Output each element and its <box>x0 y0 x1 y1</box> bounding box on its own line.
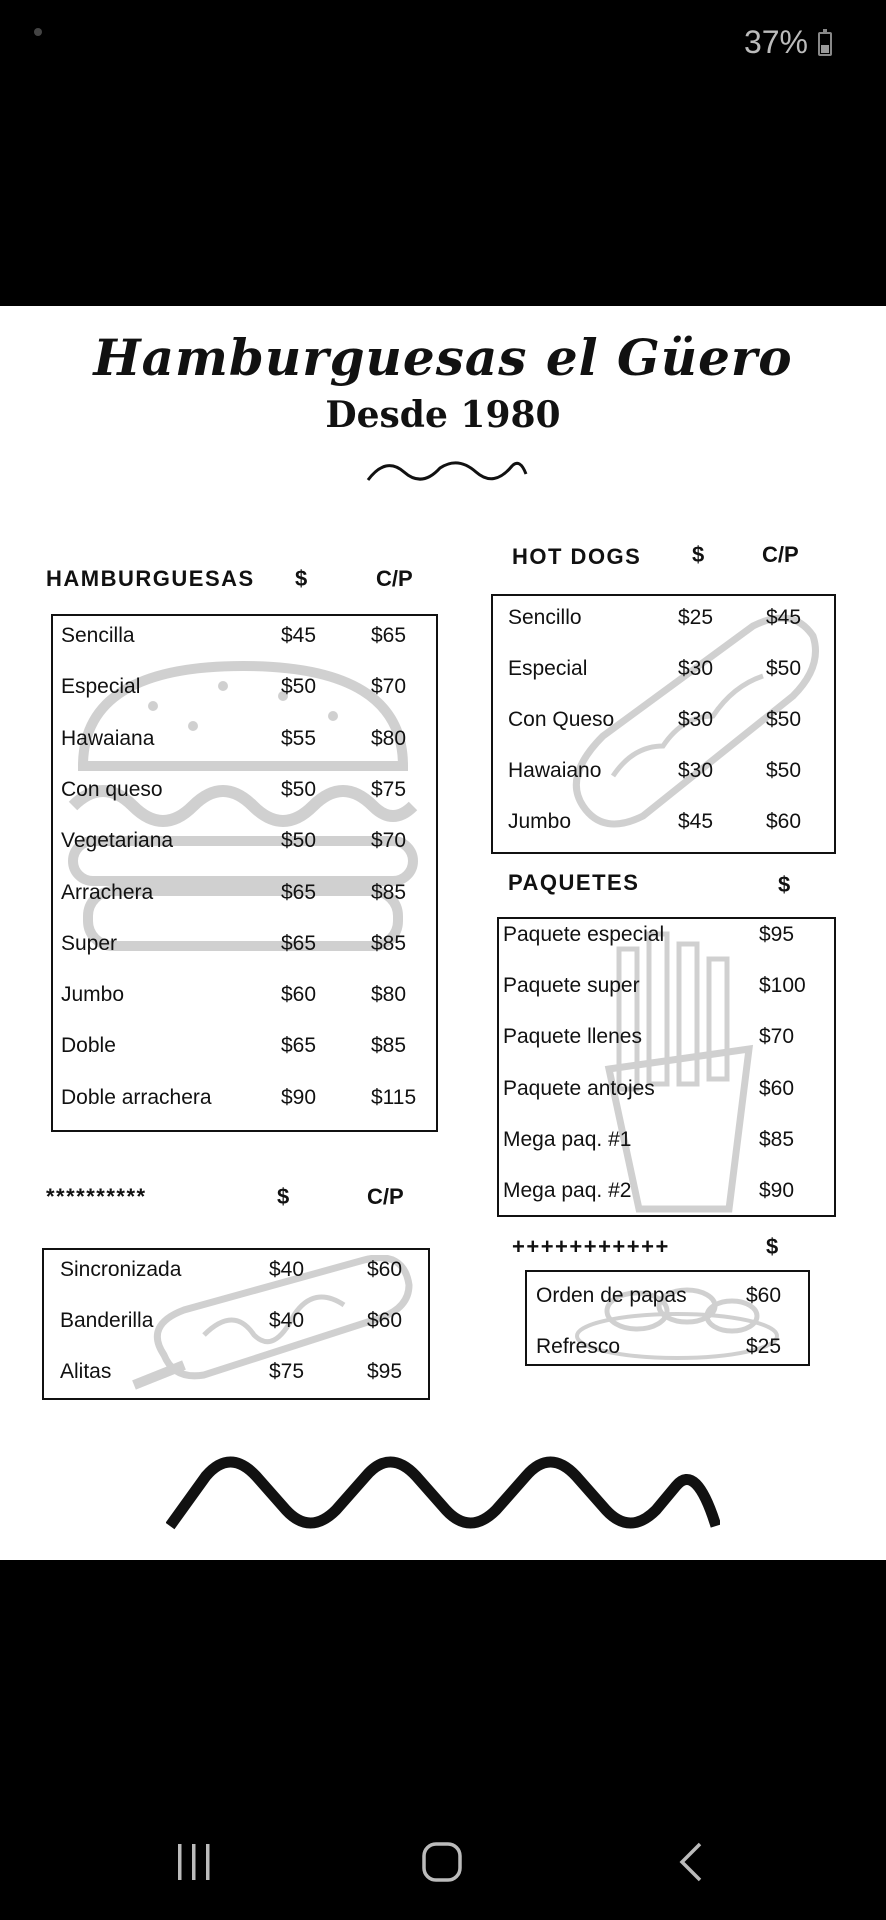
hamburguesas-box <box>51 614 438 1132</box>
hamburguesas-price-header: $ <box>295 566 308 591</box>
hamburguesas-item-price: $50 <box>281 675 317 699</box>
restaurant-title: Hamburguesas el Güero <box>93 328 793 387</box>
extras-item-name: Orden de papas <box>536 1284 687 1307</box>
otros-item-price: $40 <box>269 1309 305 1332</box>
hotdogs-item-name: Sencillo <box>508 606 582 629</box>
paquetes-item-name: Paquete especial <box>503 923 665 946</box>
extras-heading: +++++++++++ <box>512 1234 670 1259</box>
hamburguesas-item-name: Super <box>61 931 118 955</box>
hotdogs-row <box>493 751 834 791</box>
hamburguesas-row <box>53 1026 436 1066</box>
paquetes-item-name: Paquete super <box>503 974 640 998</box>
otros-item-cp: $60 <box>367 1258 403 1281</box>
navigation-bar <box>0 1560 886 1920</box>
hotdogs-row <box>493 700 834 740</box>
hamburguesas-row <box>53 770 436 810</box>
paquetes-item-price: $70 <box>759 1025 795 1049</box>
otros-heading: ********** <box>46 1184 147 1209</box>
hamburguesas-row <box>53 821 436 861</box>
hamburguesas-item-cp: $115 <box>371 1085 417 1109</box>
hotdogs-item-cp: $60 <box>766 810 802 833</box>
hotdogs-cp-header: C/P <box>762 542 799 567</box>
otros-item-name: Sincronizada <box>60 1258 182 1281</box>
paquetes-row <box>499 1120 834 1160</box>
hamburguesas-item-cp: $65 <box>371 624 407 647</box>
hamburguesas-item-price: $55 <box>281 726 317 750</box>
hamburguesas-heading: HAMBURGUESAS <box>46 566 255 591</box>
hotdogs-item-price: $30 <box>678 759 714 782</box>
hamburguesas-item-price: $65 <box>281 931 317 955</box>
otros-price-header: $ <box>277 1184 290 1209</box>
hotdogs-item-price: $45 <box>678 810 714 833</box>
hamburguesas-item-price: $90 <box>281 1085 317 1109</box>
hamburguesas-row <box>53 924 436 964</box>
otros-row <box>44 1250 428 1290</box>
hamburguesas-item-price: $65 <box>281 1034 317 1058</box>
hotdogs-row <box>493 802 834 842</box>
hamburguesas-item-price: $50 <box>281 829 317 853</box>
extras-row <box>527 1327 808 1367</box>
hotdogs-item-price: $30 <box>678 708 714 731</box>
hotdogs-price-header: $ <box>692 542 705 567</box>
extras-item-name: Refresco <box>536 1335 621 1358</box>
battery-percentage: 37% <box>743 24 808 60</box>
paquetes-item-price: $100 <box>759 974 806 998</box>
extras-row <box>527 1276 808 1316</box>
hamburguesas-item-cp: $85 <box>371 1034 407 1058</box>
otros-item-name: Alitas <box>60 1360 112 1383</box>
hamburguesas-item-cp: $80 <box>371 726 407 750</box>
hamburguesas-item-name: Sencilla <box>61 624 135 647</box>
hamburguesas-item-name: Con queso <box>61 777 163 801</box>
hamburguesas-item-price: $60 <box>281 983 317 1007</box>
paquetes-row <box>499 1017 834 1057</box>
extras-price-header: $ <box>766 1234 779 1259</box>
hamburguesas-row <box>53 1078 436 1118</box>
hotdogs-row <box>493 598 834 638</box>
hamburguesas-item-cp: $75 <box>371 777 407 801</box>
paquetes-item-price: $85 <box>759 1127 795 1151</box>
hamburguesas-item-cp: $70 <box>371 829 407 853</box>
hamburguesas-item-name: Doble arrachera <box>61 1085 212 1109</box>
hamburguesas-item-name: Jumbo <box>61 983 125 1007</box>
hamburguesas-item-price: $45 <box>281 624 317 647</box>
otros-row <box>44 1352 428 1392</box>
paquetes-item-price: $60 <box>759 1076 795 1100</box>
hamburguesas-item-cp: $70 <box>371 675 407 699</box>
hamburguesas-item-name: Hawaiana <box>61 726 155 750</box>
hamburguesas-row <box>53 719 436 759</box>
hotdogs-item-cp: $50 <box>766 657 802 680</box>
otros-item-price: $75 <box>269 1360 305 1383</box>
hotdogs-item-price: $25 <box>678 606 714 629</box>
hamburguesas-row <box>53 873 436 913</box>
extras-box <box>525 1270 810 1366</box>
paquetes-price-header: $ <box>778 872 791 897</box>
extras-item-price: $60 <box>746 1284 782 1307</box>
hamburguesas-row <box>53 616 436 656</box>
paquetes-row <box>499 915 834 955</box>
hamburguesas-item-cp: $80 <box>371 983 407 1007</box>
paquetes-box <box>497 917 836 1217</box>
otros-box <box>42 1248 430 1400</box>
hamburguesas-item-name: Vegetariana <box>61 829 174 853</box>
paquetes-row <box>499 966 834 1006</box>
restaurant-subtitle: Desde 1980 <box>325 394 561 436</box>
otros-item-cp: $95 <box>367 1360 403 1383</box>
paquetes-item-price: $90 <box>759 1179 795 1202</box>
hamburguesas-item-cp: $85 <box>371 880 407 904</box>
hotdogs-item-cp: $50 <box>766 759 802 782</box>
paquetes-item-name: Paquete llenes <box>503 1025 642 1049</box>
hamburguesas-item-name: Doble <box>61 1034 116 1058</box>
otros-item-price: $40 <box>269 1258 305 1281</box>
hotdogs-item-name: Con Queso <box>508 708 615 731</box>
battery-icon <box>818 32 832 56</box>
status-bar <box>0 0 886 90</box>
hamburguesas-item-cp: $85 <box>371 931 407 955</box>
hamburguesas-cp-header: C/P <box>376 566 413 591</box>
paquetes-heading: PAQUETES <box>508 870 640 895</box>
paquetes-row <box>499 1171 834 1211</box>
small-squiggle-divider <box>366 456 528 488</box>
hotdogs-item-name: Especial <box>508 657 588 680</box>
otros-item-cp: $60 <box>367 1309 403 1332</box>
recent-apps-icon[interactable] <box>174 1842 214 1882</box>
hotdogs-heading: HOT DOGS <box>512 544 642 569</box>
hotdogs-item-cp: $45 <box>766 606 802 629</box>
paquetes-item-name: Mega paq. #1 <box>503 1127 632 1151</box>
extras-item-price: $25 <box>746 1335 782 1358</box>
hamburguesas-item-price: $50 <box>281 777 317 801</box>
home-icon[interactable] <box>420 1840 464 1884</box>
hamburguesas-item-price: $65 <box>281 880 317 904</box>
hotdogs-item-name: Hawaiano <box>508 759 602 782</box>
otros-item-name: Banderilla <box>60 1309 154 1332</box>
hotdogs-item-cp: $50 <box>766 708 802 731</box>
hamburguesas-row <box>53 975 436 1015</box>
hotdogs-item-price: $30 <box>678 657 714 680</box>
hamburguesas-item-name: Especial <box>61 675 141 699</box>
otros-row <box>44 1301 428 1341</box>
hotdogs-box <box>491 594 836 854</box>
paquetes-item-price: $95 <box>759 923 795 946</box>
back-icon[interactable] <box>676 1840 706 1884</box>
paquetes-row <box>499 1069 834 1109</box>
paquetes-item-name: Paquete antojes <box>503 1076 655 1100</box>
paquetes-item-name: Mega paq. #2 <box>503 1179 632 1202</box>
otros-cp-header: C/P <box>367 1184 404 1209</box>
hotdogs-row <box>493 649 834 689</box>
notification-dot <box>34 28 42 36</box>
hotdogs-item-name: Jumbo <box>508 810 572 833</box>
hamburguesas-row <box>53 667 436 707</box>
hamburguesas-item-name: Arrachera <box>61 880 154 904</box>
menu-image <box>0 306 886 1560</box>
large-squiggle-divider <box>166 1452 720 1532</box>
